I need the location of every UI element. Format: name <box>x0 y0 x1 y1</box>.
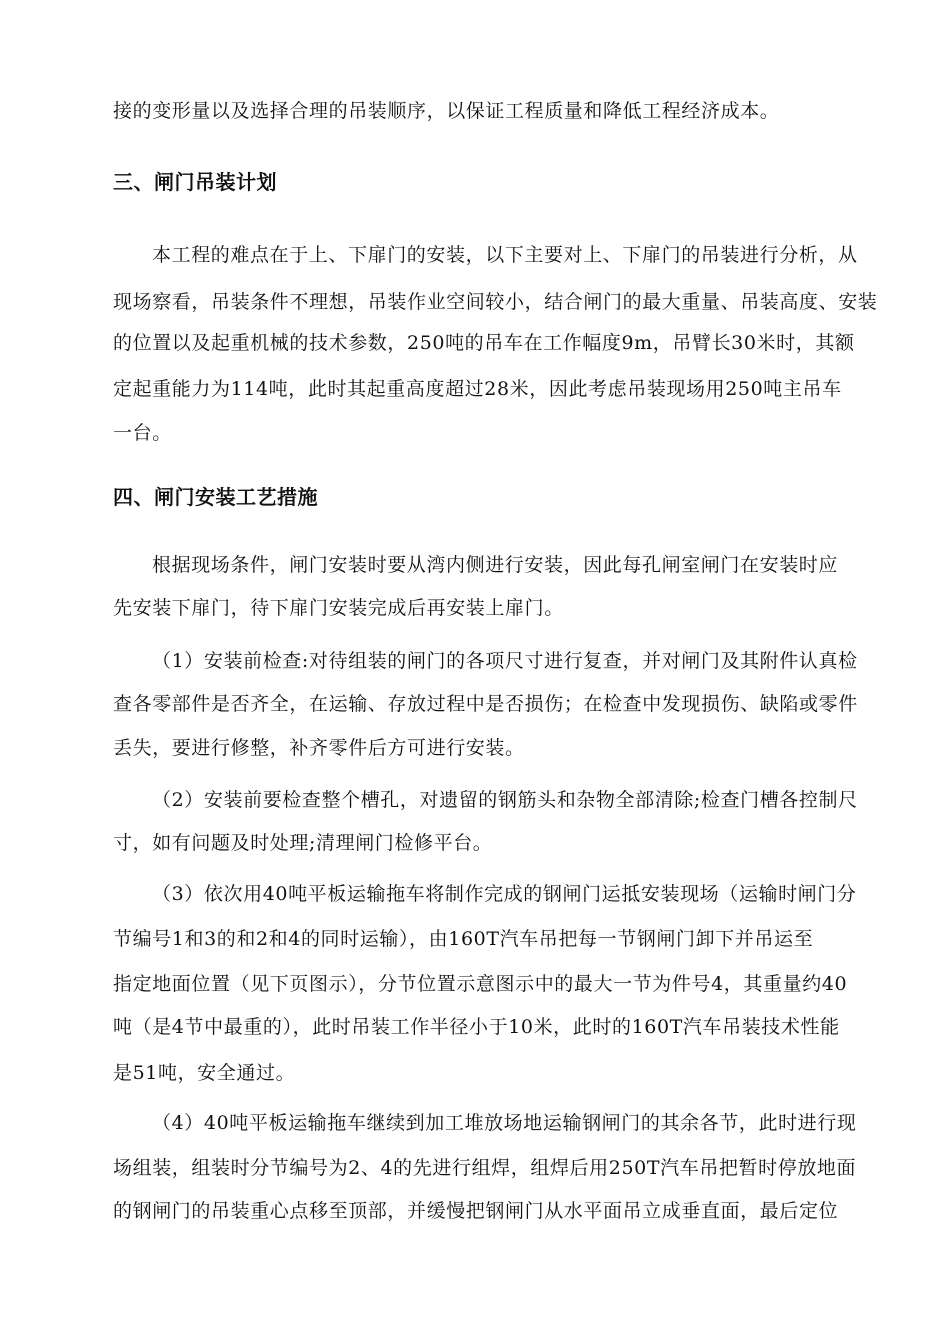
text-line: 节编号1和3的和2和4的同时运输），由160T汽车吊把每一节钢闸门卸下并吊运至 <box>113 928 814 950</box>
text-line: 的位置以及起重机械的技术参数，250吨的吊车在工作幅度9m，吊臂长30米时，其额 <box>113 332 855 354</box>
text-line: 查各零部件是否齐全，在运输、存放过程中是否损伤；在检查中发现损伤、缺陷或零件 <box>113 693 858 715</box>
text-line: 根据现场条件，闸门安装时要从湾内侧进行安装，因此每孔闸室闸门在安装时应 <box>152 554 839 576</box>
text-line: 现场察看，吊装条件不理想，吊装作业空间较小，结合闸门的最大重量、吊装高度、安装 <box>113 291 878 313</box>
section-heading-4: 四、闸门安装工艺措施 <box>113 485 318 509</box>
text-line: 接的变形量以及选择合理的吊装顺序，以保证工程质量和降低工程经济成本。 <box>113 100 780 122</box>
text-line: 场组装，组装时分节编号为2、4的先进行组焊，组焊后用250T汽车吊把暂时停放地面 <box>113 1157 857 1179</box>
text-line: （2）安装前要检查整个槽孔，对遗留的钢筋头和杂物全部清除;检查门槽各控制尺 <box>152 789 858 811</box>
text-line: 吨（是4节中最重的），此时吊装工作半径小于10米，此时的160T汽车吊装技术性能 <box>113 1016 840 1038</box>
text-line: 是51吨，安全通过。 <box>113 1062 296 1084</box>
text-line: 指定地面位置（见下页图示），分节位置示意图示中的最大一节为件号4，其重量约40 <box>113 973 848 995</box>
text-line: （1）安装前检查:对待组装的闸门的各项尺寸进行复查，并对闸门及其附件认真检 <box>152 650 858 672</box>
section-heading-3: 三、闸门吊装计划 <box>113 170 277 194</box>
text-line: 一台。 <box>113 422 172 444</box>
text-line: （3）依次用40吨平板运输拖车将制作完成的钢闸门运抵安装现场（运输时闸门分 <box>152 883 857 905</box>
text-line: 定起重能力为114吨，此时其起重高度超过28米，因此考虑吊装现场用250吨主吊车 <box>113 378 842 400</box>
text-line: 本工程的难点在于上、下扉门的安装，以下主要对上、下扉门的吊装进行分析，从 <box>152 244 858 266</box>
text-line: 寸，如有问题及时处理;清理闸门检修平台。 <box>113 832 493 854</box>
text-line: （4）40吨平板运输拖车继续到加工堆放场地运输钢闸门的其余各节，此时进行现 <box>152 1112 857 1134</box>
text-line: 先安装下扉门，待下扉门安装完成后再安装上扉门。 <box>113 597 564 619</box>
text-line: 丢失，要进行修整，补齐零件后方可进行安装。 <box>113 737 525 759</box>
text-line: 的钢闸门的吊装重心点移至顶部，并缓慢把钢闸门从水平面吊立成垂直面，最后定位 <box>113 1200 839 1222</box>
